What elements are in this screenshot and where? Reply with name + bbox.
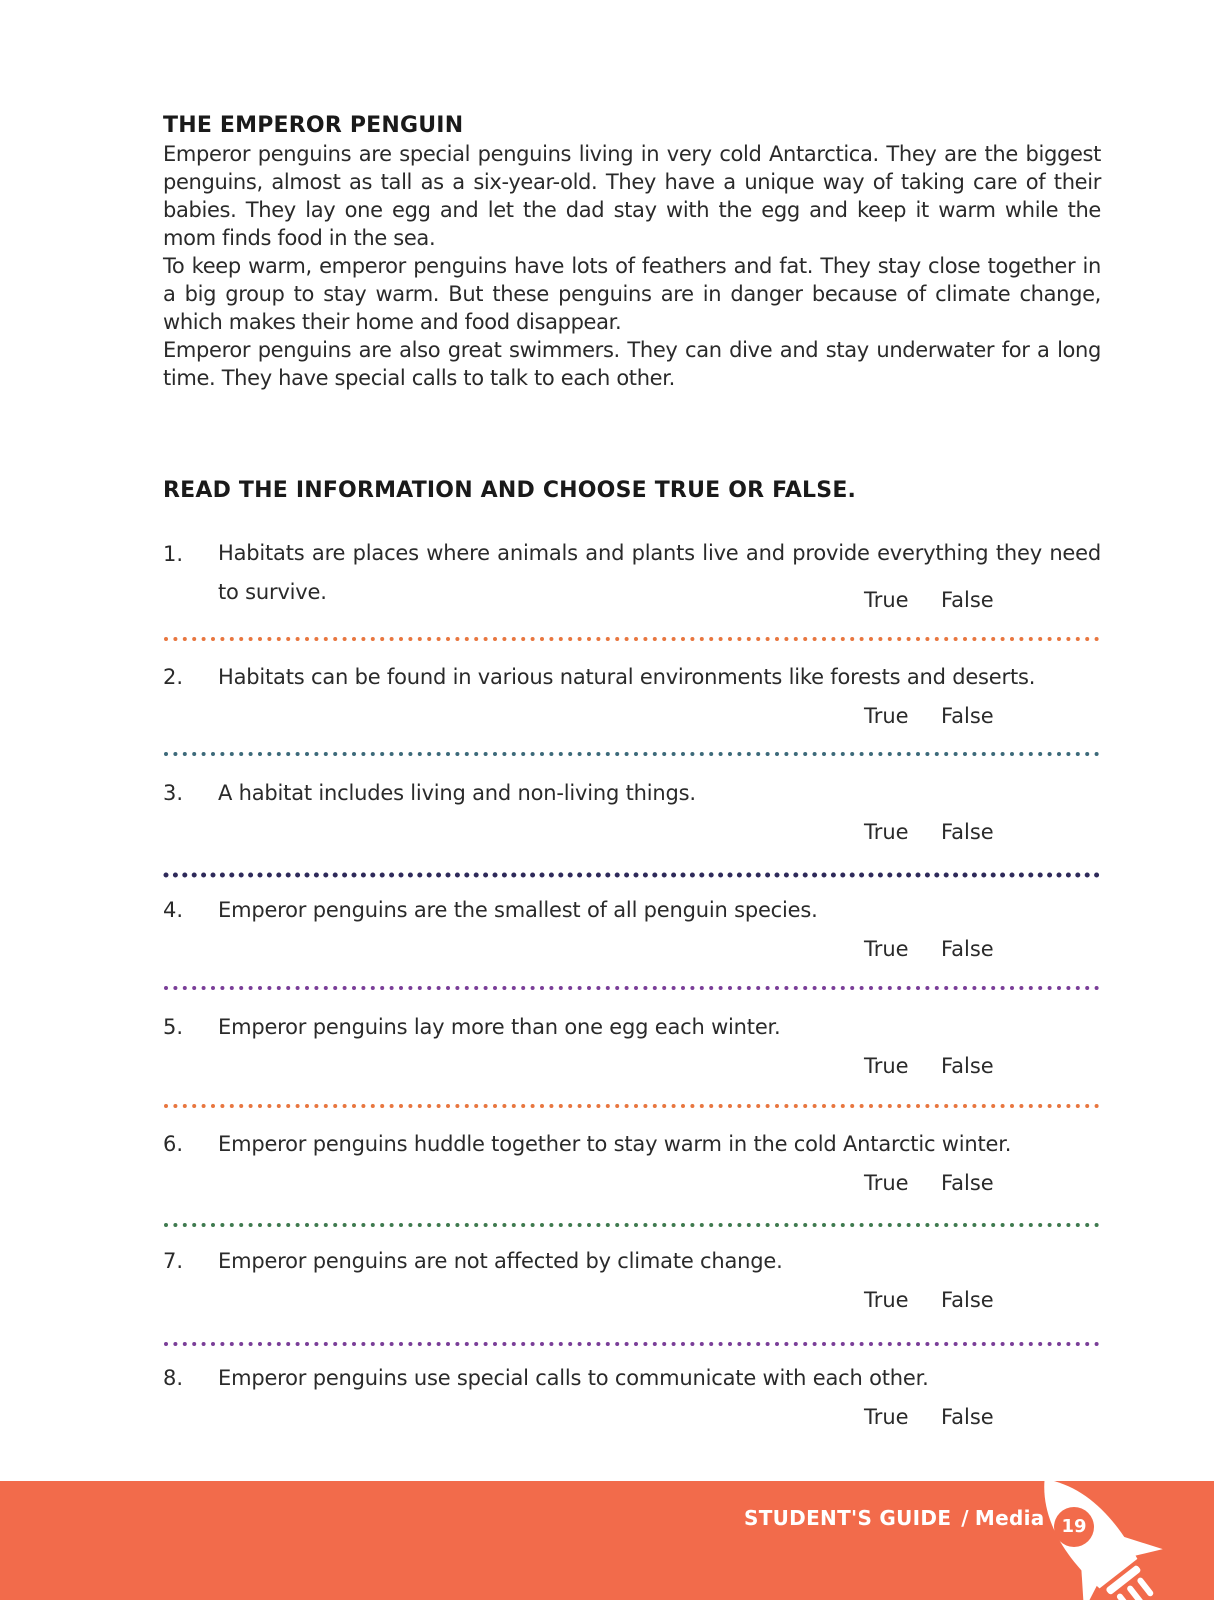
true-option[interactable]: True: [864, 1288, 909, 1312]
question-item: [163, 540, 1101, 610]
false-option[interactable]: False: [941, 1288, 994, 1312]
question-number: 3.: [163, 781, 184, 805]
question-item: [163, 663, 1101, 733]
false-option[interactable]: False: [941, 1054, 994, 1078]
false-option[interactable]: False: [941, 704, 994, 728]
question-text: Emperor penguins use special calls to communicate with each other.: [218, 1366, 929, 1390]
footer-separator: /: [961, 1506, 969, 1530]
separator-dots: [163, 1103, 1101, 1109]
reading-section: [163, 112, 1101, 392]
question-number: 6.: [163, 1132, 184, 1156]
separator-dots: [163, 872, 1101, 878]
question-number: 8.: [163, 1366, 184, 1390]
question-text: Emperor penguins lay more than one egg each winter.: [218, 1015, 781, 1039]
true-option[interactable]: True: [864, 820, 909, 844]
question-text: Habitats are places where animals and plants live and provide everything they need to survive.: [218, 541, 1101, 604]
separator-dots: [163, 1341, 1101, 1347]
question-text: Habitats can be found in various natural environments like forests and deserts.: [218, 665, 1036, 689]
dotted-separator: [163, 1341, 1101, 1347]
activity-instructions: READ THE INFORMATION AND CHOOSE TRUE OR FALSE.: [163, 478, 857, 503]
question-number: 4.: [163, 898, 184, 922]
dotted-separator: [163, 872, 1101, 878]
separator-dots: [163, 636, 1101, 642]
false-option[interactable]: False: [941, 588, 994, 612]
dotted-separator: [163, 636, 1101, 642]
reading-paragraph: Emperor penguins are special penguins living in very cold Antarctica. They are the biggest penguins, almost as tall as a six-year-old. They have a unique way of taking care of their babies. They lay one egg and let the dad stay with the egg and keep it warm while the mom finds food in the sea.: [163, 142, 1101, 250]
question-text: Emperor penguins are not affected by climate change.: [218, 1249, 783, 1273]
question-item: [163, 1013, 1101, 1083]
footer-label: [744, 1506, 1045, 1530]
question-text: A habitat includes living and non-living things.: [218, 781, 696, 805]
question-number: 2.: [163, 665, 184, 689]
reading-title: THE EMPEROR PENGUIN: [163, 113, 464, 138]
dotted-separator: [163, 1103, 1101, 1109]
true-option[interactable]: True: [864, 588, 909, 612]
section-label: Media: [974, 1506, 1045, 1530]
separator-dots: [163, 751, 1101, 757]
reading-paragraph: Emperor penguins are also great swimmers. They can dive and stay underwater for a long time. They have special calls to talk to each other.: [163, 338, 1101, 390]
page-number: 19: [1054, 1507, 1094, 1547]
reading-paragraph: To keep warm, emperor penguins have lots of feathers and fat. They stay close together in a big group to stay warm. But these penguins are in danger because of climate change, which makes their home and food disappear.: [163, 254, 1101, 334]
question-item: [163, 779, 1101, 849]
question-number: 7.: [163, 1249, 184, 1273]
question-number: 5.: [163, 1015, 184, 1039]
true-option[interactable]: True: [864, 1171, 909, 1195]
true-option[interactable]: True: [864, 704, 909, 728]
guide-label: STUDENT'S GUIDE: [744, 1506, 952, 1530]
false-option[interactable]: False: [941, 937, 994, 961]
dotted-separator: [163, 985, 1101, 991]
false-option[interactable]: False: [941, 820, 994, 844]
true-option[interactable]: True: [864, 1405, 909, 1429]
false-option[interactable]: False: [941, 1171, 994, 1195]
true-option[interactable]: True: [864, 1054, 909, 1078]
dotted-separator: [163, 751, 1101, 757]
question-item: [163, 896, 1101, 966]
question-item: [163, 1247, 1101, 1317]
question-text: Emperor penguins huddle together to stay warm in the cold Antarctic winter.: [218, 1132, 1012, 1156]
question-number: 1.: [163, 542, 184, 566]
separator-dots: [163, 985, 1101, 991]
question-item: [163, 1130, 1101, 1200]
question-text: Emperor penguins are the smallest of all penguin species.: [218, 898, 818, 922]
rocket-icon: [1020, 1480, 1214, 1600]
true-option[interactable]: True: [864, 937, 909, 961]
dotted-separator: [163, 1222, 1101, 1228]
separator-dots: [163, 1222, 1101, 1228]
question-item: [163, 1364, 1101, 1434]
false-option[interactable]: False: [941, 1405, 994, 1429]
